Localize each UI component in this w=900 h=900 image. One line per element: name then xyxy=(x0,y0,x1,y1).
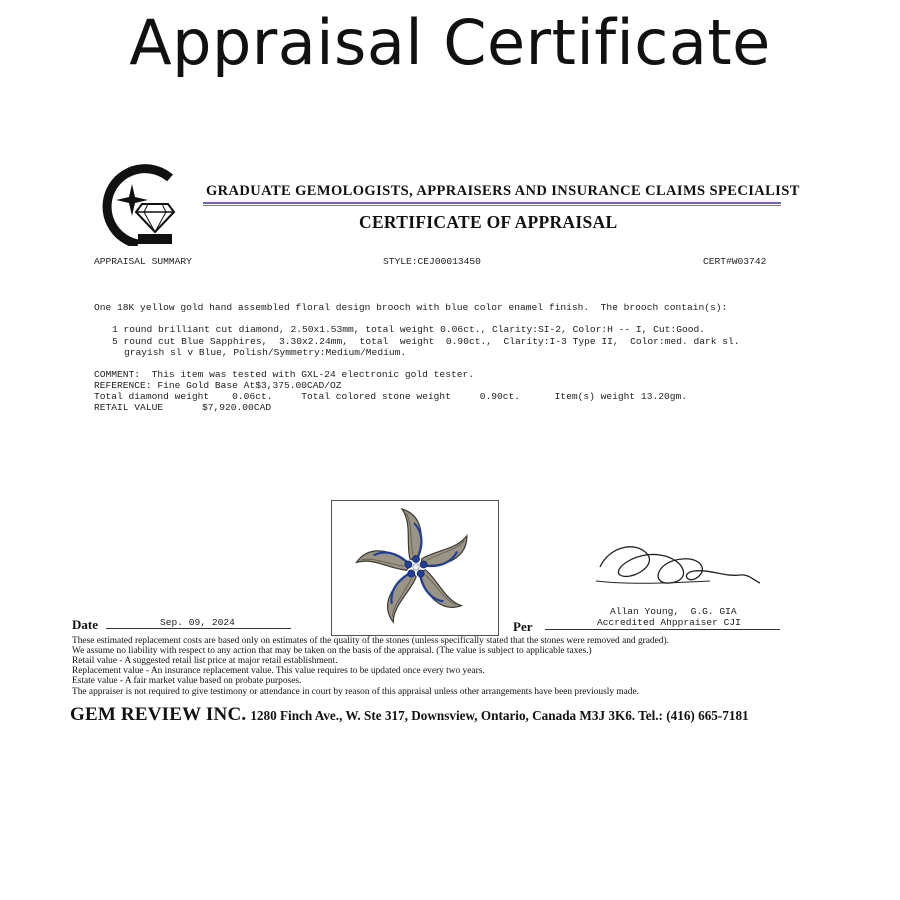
retail-label: RETAIL VALUE xyxy=(94,402,164,413)
disclaimer-line: Estate value - A fair market value based on probate purposes. xyxy=(72,676,302,686)
disclaimer-line: Replacement value - An insurance replacement value. This value requires to be updated once every two years. xyxy=(72,666,485,676)
retail-value: $7,920.00CAD xyxy=(202,402,272,413)
gem-logo-icon xyxy=(98,160,180,246)
reference-line: REFERENCE: Fine Gold Base At$3,375.00CAD/OZ xyxy=(94,380,342,391)
disclaimer-line: These estimated replacement costs are based only on estimates of the quality of the stones (unless specifically stated that the stones were removed and graded). xyxy=(72,636,669,646)
item-description: One 18K yellow gold hand assembled floral design brooch with blue color enamel finish. The brooch contain(s): xyxy=(94,302,728,313)
stone-line-sapphire-cont: grayish sl v Blue, Polish/Symmetry:Medium/Medium. xyxy=(124,347,407,358)
date-underline xyxy=(106,628,291,629)
comment-line: COMMENT: This item was tested with GXL-24 electronic gold tester. xyxy=(94,369,474,380)
page-title: Appraisal Certificate xyxy=(129,6,771,79)
totals-line: Total diamond weight 0.06ct. Total colored stone weight 0.90ct. Item(s) weight 13.20gm. xyxy=(94,391,687,402)
stone-line-diamond: 1 round brilliant cut diamond, 2.50x1.53mm, total weight 0.06ct., Clarity:SI-2, Color:H -- I, Cut:Good. xyxy=(112,324,705,335)
certificate-title: CERTIFICATE OF APPRAISAL xyxy=(359,212,618,232)
disclaimer-line: The appraiser is not required to give testimony or attendance in court by reason of this appraisal unless other arrangements have been previously made. xyxy=(72,687,640,697)
stone-line-sapphire: 5 round cut Blue Sapphires, 3.30x2.24mm, total weight 0.90ct., Clarity:I-3 Type II, Color:med. dark sl. xyxy=(112,336,740,347)
company-footer xyxy=(70,704,749,726)
signature-icon xyxy=(590,537,765,597)
date-label: Date xyxy=(72,617,98,632)
style-number: STYLE:CEJ00013450 xyxy=(383,256,481,267)
appraiser-name: Allan Young, G.G. GIA xyxy=(610,606,737,617)
per-label: Per xyxy=(513,619,533,634)
header-rule xyxy=(203,202,781,204)
signature-underline xyxy=(545,629,780,630)
summary-label: APPRAISAL SUMMARY xyxy=(94,256,192,267)
disclaimer-line: Retail value - A suggested retail list price at major retail establishment. xyxy=(72,656,338,666)
date-value: Sep. 09, 2024 xyxy=(160,617,235,628)
disclaimer-line: We assume no liability with respect to any action that may be taken on the basis of the appraisal. (The value is subject to applicable taxes.) xyxy=(72,646,592,656)
company-address: 1280 Finch Ave., W. Ste 317, Downsview, Ontario, Canada M3J 3K6. Tel.: (416) 665-7181 xyxy=(250,708,749,723)
header-rule-accent xyxy=(203,205,781,206)
cert-number: CERT#W03742 xyxy=(703,256,767,267)
org-name: GRADUATE GEMOLOGISTS, APPRAISERS AND INSURANCE CLAIMS SPECIALIST xyxy=(206,183,800,199)
appraiser-title: Accredited Ahppraiser CJI xyxy=(597,617,741,628)
company-name: GEM REVIEW INC. xyxy=(70,704,247,725)
brooch-image xyxy=(332,501,498,635)
item-photo xyxy=(331,500,499,636)
